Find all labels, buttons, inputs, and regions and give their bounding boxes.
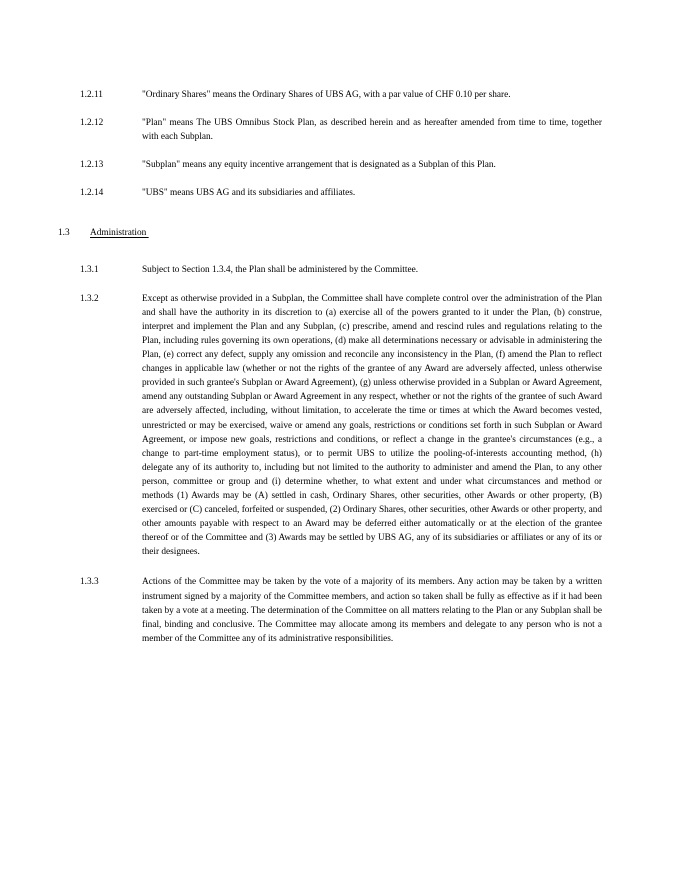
clause-number: 1.3.3 <box>80 577 99 588</box>
clause-1-2-11 <box>80 88 602 102</box>
clause-1-3-3 <box>80 575 602 645</box>
clause-text: Subject to Section 1.3.4, the Plan shall be administered by the Committee. <box>142 264 419 275</box>
clause-number: 1.3.1 <box>80 264 99 275</box>
clause-text: "UBS" means UBS AG and its subsidiaries and affiliates. <box>142 188 356 199</box>
page-content <box>58 88 602 660</box>
clause-number: 1.3.2 <box>80 293 99 304</box>
section-number: 1.3 <box>58 228 70 239</box>
section-title: Administration <box>90 228 149 239</box>
clause-text: Actions of the Committee may be taken by the vote of a majority of its members. Any action may be taken by a written instrument signed by a majority of the Committee members, and action so taken shall be fully as effective as if it had been taken by a vote at a meeting. The determination of the Committee on all matters relating to the Plan or any Subplan shall be final, binding and conclusive. The Committee may allocate among its members and delegate to any person who is not a member of the Committee any of its administrative responsibilities. <box>142 577 602 644</box>
clause-number: 1.2.12 <box>80 118 104 129</box>
clause-number: 1.2.13 <box>80 160 104 171</box>
clause-1-2-13 <box>80 158 602 172</box>
clause-1-2-14 <box>80 186 602 200</box>
clause-number: 1.2.11 <box>80 90 103 100</box>
section-heading-administration <box>58 226 602 240</box>
clause-1-2-12 <box>80 116 602 144</box>
clause-1-3-2 <box>80 292 602 560</box>
definitions-list <box>80 88 602 200</box>
section-clauses <box>80 263 602 646</box>
clause-text: "Subplan" means any equity incentive arrangement that is designated as a Subplan of this Plan. <box>142 160 496 171</box>
clause-text: "Plan" means The UBS Omnibus Stock Plan, as described herein and as hereafter amended from time to time, together with each Subplan. <box>142 118 602 143</box>
clause-1-3-1 <box>80 263 602 277</box>
clause-text: "Ordinary Shares" means the Ordinary Shares of UBS AG, with a par value of CHF 0.10 per share. <box>142 90 511 100</box>
clause-text: Except as otherwise provided in a Subplan, the Committee shall have complete control over the administration of the Plan and shall have the authority in its discretion to (a) exercise all of the powers granted to it under the Plan, (b) construe, interpret and implement the Plan and any Subplan, (c) prescribe, amend and rescind rules and regulations relating to the Plan, including rules governing its own operations, (d) make all determinations necessary or advisable in administering the Plan, (e) correct any defect, supply any omission and reconcile any inconsistency in the Plan, (f) amend the Plan to reflect changes in applicable law (whether or not the rights of the grantee of any Award are adversely affected, unless otherwise provided in such grantee's Subplan or Award Agreement), (g) unless otherwise provided in a Subplan or Award Agreement, amend any outstanding Subplan or Award Agreement in any respect, whether or not the rights of the grantee of such Award are adversely affected, including, without limitation, to accelerate the time or times at which the Award becomes vested, unrestricted or may be exercised, waive or amend any goals, restrictions or conditions set forth in such Subplan or Award Agreement, or impose new goals, restrictions and conditions, or reflect a change in the grantee's circumstances (e.g., a change to part-time employment status), or to permit UBS to utilize the pooling-of-interests accounting method, (h) delegate any of its authority to, including but not limited to the authority to administer and amend the Plan, to any other person, committee or group and (i) determine whether, to what extent and under what circumstances and method or methods (1) Awards may be (A) settled in cash, Ordinary Shares, other securities, other Awards or other property, (B) exercised or (C) canceled, forfeited or suspended, (2) Ordinary Shares, other securities, other Awards or other property, and other amounts payable with respect to an Award may be deferred either automatically or at the election of the grantee thereof or of the Committee and (3) Awards may be settled by UBS AG, any of its subsidiaries or affiliates or any of its or their designees. <box>142 293 602 558</box>
clause-number: 1.2.14 <box>80 188 104 199</box>
